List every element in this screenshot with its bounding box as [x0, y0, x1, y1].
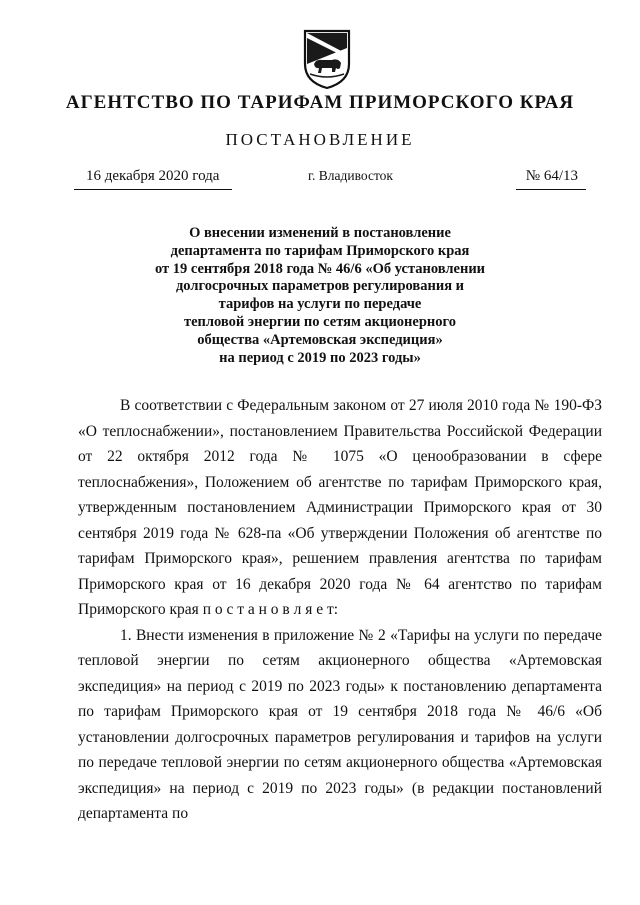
clause-1-paragraph: 1. Внести изменения в приложение № 2 «Тарифы на услуги по передаче тепловой энергии по сетям акционерного общества «Артемовская экспедиция» на период с 2019 по 2023 годы» к постановлению департамента по тарифам Приморского края от 19 сентября 2018 года № 46/6 «Об установлении долгосрочных параметров регулирования и тарифов на услуги по передаче тепловой энергии по сетям акционерного общества «Артемовская экспедиция» на период с 2019 по 2023 годы» (в редакции постановлений департамента по [78, 626, 602, 822]
title-line: департамента по тарифам Приморского края [170, 242, 470, 259]
document-number: № 64/13 [525, 168, 578, 184]
document-title [0, 225, 640, 367]
document-type: ПОСТАНОВЛЕНИЕ [225, 130, 415, 149]
document-city: г. Владивосток [308, 168, 393, 183]
date-underline [74, 189, 232, 190]
number-underline [516, 189, 586, 190]
title-line: долгосрочных параметров регулирования и [175, 278, 465, 295]
title-line: О внесении изменений в постановление [189, 225, 451, 241]
title-line: тарифов на услуги по передаче [218, 296, 422, 313]
document-body [78, 393, 602, 827]
preamble-text: В соответствии с Федеральным законом от 27 июля 2010 года № 190-ФЗ «О теплоснабжении», постановлением Правительства Российской Федерации от 22 октября 2012 года № 1075 «О ценообразовании в сфере теплоснабжения», Положением об агентстве по тарифам Приморского края, утвержденным постановлением Администрации Приморского края от 30 сентября 2019 года № 628-па «Об утверждении Положения об агентстве по тарифам Приморского края», решением правления агентства по тарифам Приморского края от 16 декабря 2020 года № 64 агентство по тарифам Приморского края [78, 397, 602, 618]
agency-name: АГЕНТСТВО ПО ТАРИФАМ ПРИМОРСКОГО КРАЯ [65, 92, 575, 113]
coat-of-arms-icon [302, 28, 352, 90]
title-line: общества «Артемовская экспедиция» [197, 331, 443, 348]
title-line: от 19 сентября 2018 года № 46/6 «Об установлении [154, 260, 486, 277]
document-date: 16 декабря 2020 года [86, 168, 220, 184]
preamble-paragraph [78, 393, 602, 623]
decree-word: п о с т а н о в л я е т: [202, 601, 339, 618]
title-line: тепловой энергии по сетям акционерного [184, 313, 456, 330]
title-line: на период с 2019 по 2023 годы» [219, 349, 421, 366]
